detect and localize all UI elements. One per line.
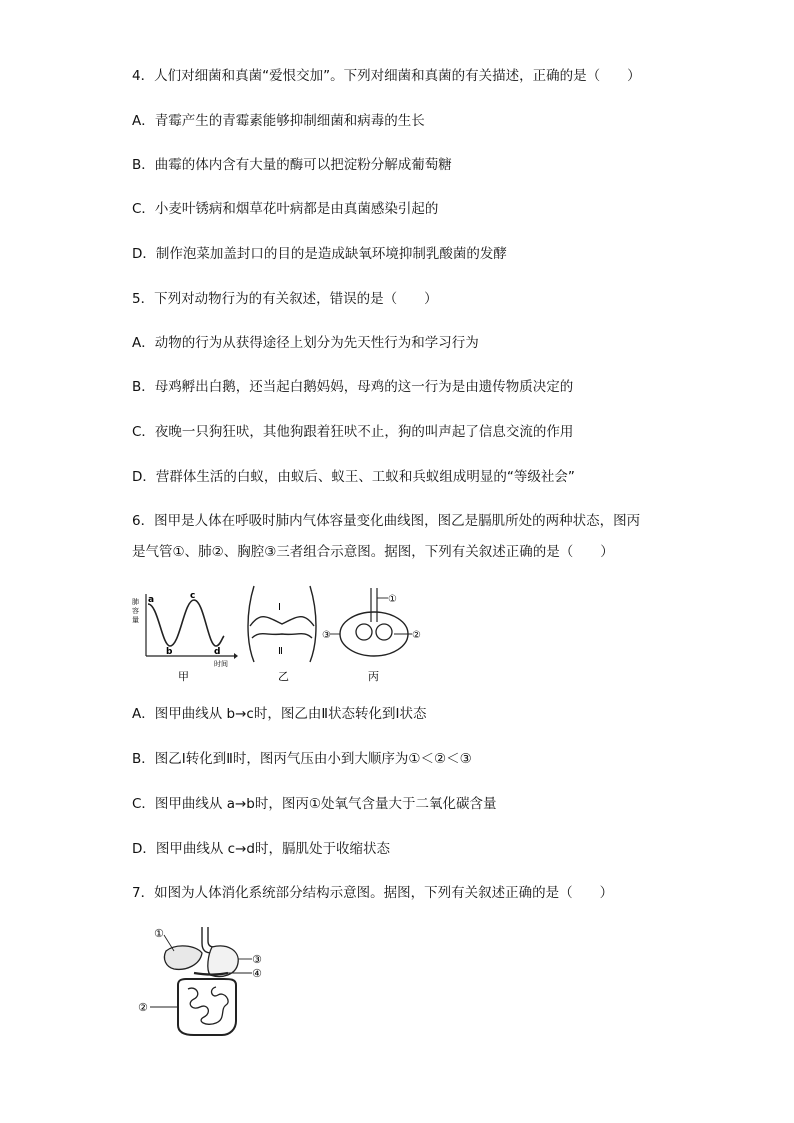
q5-option-d: D．营群体生活的白蚁，由蚁后、蚁王、工蚁和兵蚁组成明显的“等级社会” <box>132 469 575 485</box>
q7-stem: 7．如图为人体消化系统部分结构示意图。据图，下列有关叙述正确的是（ ） <box>132 885 614 901</box>
q4-option-a: A．青霉产生的青霉素能够抑制细菌和病毒的生长 <box>132 113 425 129</box>
jia-ylabel-1: 肺容量 <box>132 598 139 624</box>
yi-label-ii: Ⅱ <box>278 646 283 657</box>
figure-digestive-system <box>136 925 266 1045</box>
liver <box>164 946 202 969</box>
jia-curve <box>148 600 224 646</box>
jia-caption: 甲 <box>178 670 189 682</box>
bing-caption: 丙 <box>368 670 379 683</box>
jia-point-c: c <box>190 591 196 601</box>
jia-point-b: b <box>166 647 173 657</box>
q6-option-d: D．图甲曲线从 c→d时，膈肌处于收缩状态 <box>132 841 390 857</box>
yi-diaphragm-lower <box>252 634 312 638</box>
jia-point-a: a <box>148 595 155 605</box>
q6-option-c: C．图甲曲线从 a→b时，图丙①处氧气含量大于二氧化碳含量 <box>132 796 497 812</box>
q7-label-3: ③ <box>252 953 262 966</box>
q5-option-c: C．夜晚一只狗狂吠，其他狗跟着狂吠不止，狗的叫声起了信息交流的作用 <box>132 424 574 440</box>
stomach <box>208 946 238 977</box>
q6-stem-line1: 6．图甲是人体在呼吸时肺内气体容量变化曲线图，图乙是膈肌所处的两种状态，图丙 <box>132 513 641 529</box>
bing-label-2: ② <box>412 630 421 641</box>
q4-stem: 4．人们对细菌和真菌“爱恨交加”。下列对细菌和真菌的有关描述，正确的是（ ） <box>132 68 641 84</box>
yi-label-i: Ⅰ <box>278 602 281 613</box>
q5-option-a: A．动物的行为从获得途径上划分为先天性行为和学习行为 <box>132 335 479 351</box>
bing-label-1: ① <box>388 594 397 605</box>
jia-xlabel: 时间 <box>214 660 228 668</box>
q6-option-a: A．图甲曲线从 b→c时，图乙由Ⅱ状态转化到Ⅰ状态 <box>132 706 427 722</box>
q4-option-c: C．小麦叶锈病和烟草花叶病都是由真菌感染引起的 <box>132 201 439 217</box>
q5-option-b: B．母鸡孵出白鹅，还当起白鹅妈妈，母鸡的这一行为是由遗传物质决定的 <box>132 379 574 395</box>
figure-yi-diaphragm-states <box>244 582 320 684</box>
small-intestine <box>188 987 228 1024</box>
bing-lung-left <box>356 624 372 640</box>
q6-stem-line2: 是气管①、肺②、胸腔③三者组合示意图。据图，下列有关叙述正确的是（ ） <box>132 544 614 560</box>
q4-option-b: B．曲霉的体内含有大量的酶可以把淀粉分解成葡萄糖 <box>132 157 452 173</box>
figure-bing-bell-jar-model <box>322 582 432 684</box>
yi-caption: 乙 <box>278 670 289 683</box>
q7-label-1: ① <box>154 927 164 940</box>
jia-point-d: d <box>214 647 221 657</box>
bing-label-3: ③ <box>322 630 331 641</box>
bing-lung-right <box>376 624 392 640</box>
figure-jia-lung-volume-curve <box>128 590 240 682</box>
q6-option-b: B．图乙Ⅰ转化到Ⅱ时，图丙气压由小到大顺序为①＜②＜③ <box>132 751 472 767</box>
q5-stem: 5．下列对动物行为的有关叙述，错误的是（ ） <box>132 291 438 307</box>
q7-label-4: ④ <box>252 967 262 980</box>
yi-diaphragm-upper <box>250 617 314 626</box>
q7-label-2: ② <box>138 1001 148 1014</box>
q4-option-d: D．制作泡菜加盖封口的目的是造成缺氧环境抑制乳酸菌的发酵 <box>132 246 507 262</box>
